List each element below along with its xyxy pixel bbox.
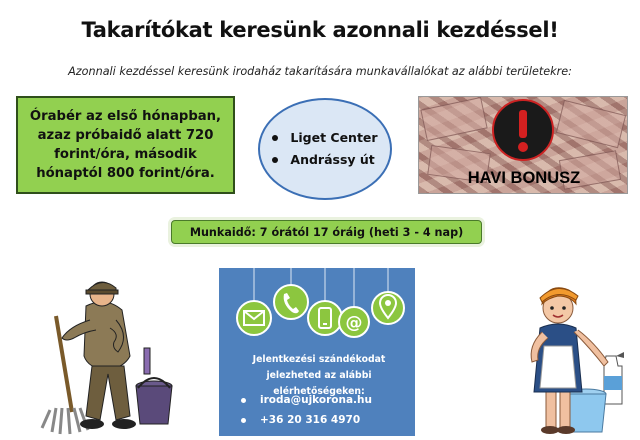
- contact-intro-text: Jelentkezési szándékodat jelezheted az alábbi elérhetőségeken:: [252, 354, 386, 397]
- cleaner-man-illustration: [26, 276, 176, 436]
- bullet-icon: [272, 157, 278, 163]
- wage-info-box: [16, 96, 235, 194]
- phone-number[interactable]: +36 20 316 4970: [260, 414, 361, 426]
- location-label: Liget Center: [290, 130, 378, 145]
- location-item: [272, 127, 377, 149]
- location-list: [272, 127, 377, 171]
- working-hours-text: Munkaidő: 7 órától 17 óráig (heti 3 - 4 nap): [189, 225, 464, 239]
- phone-icon[interactable]: [274, 285, 308, 319]
- banknote-shape: [420, 97, 487, 141]
- contact-item-phone[interactable]: [241, 410, 372, 430]
- bonus-label: HAVI BONUSZ: [467, 169, 581, 187]
- contact-item-email[interactable]: [241, 390, 372, 410]
- bullet-icon: [241, 418, 246, 423]
- bonus-banknotes-image: [418, 96, 628, 194]
- location-oval: [258, 98, 392, 200]
- working-hours-pill: [171, 220, 482, 244]
- page-title: Takarítókat keresünk azonnali kezdéssel!: [81, 18, 559, 42]
- cleaner-woman-illustration: [506, 276, 630, 436]
- wage-text: Órabér az első hónapban, azaz próbaidő alatt 720 forint/óra, második hónaptól 800 forint/óra.: [29, 109, 222, 181]
- location-label: Andrássy út: [290, 152, 375, 167]
- contact-list: [241, 390, 372, 430]
- contact-box: [219, 268, 415, 436]
- svg-text:@: @: [345, 313, 363, 333]
- bullet-icon: [272, 135, 278, 141]
- location-pin-icon[interactable]: [372, 292, 404, 324]
- exclamation-icon: [492, 99, 554, 161]
- contact-icons-row: [219, 268, 415, 338]
- banknote-shape: [556, 100, 626, 148]
- mobile-icon[interactable]: [308, 301, 342, 335]
- bullet-icon: [241, 398, 246, 403]
- email-address[interactable]: iroda@ujkorona.hu: [260, 394, 372, 406]
- location-item: [272, 149, 377, 171]
- at-icon[interactable]: [339, 307, 369, 337]
- envelope-icon[interactable]: [237, 301, 271, 335]
- page-subtitle: Azonnali kezdéssel keresünk irodaház takarítására munkavállalókat az alábbi területekre:: [68, 65, 572, 78]
